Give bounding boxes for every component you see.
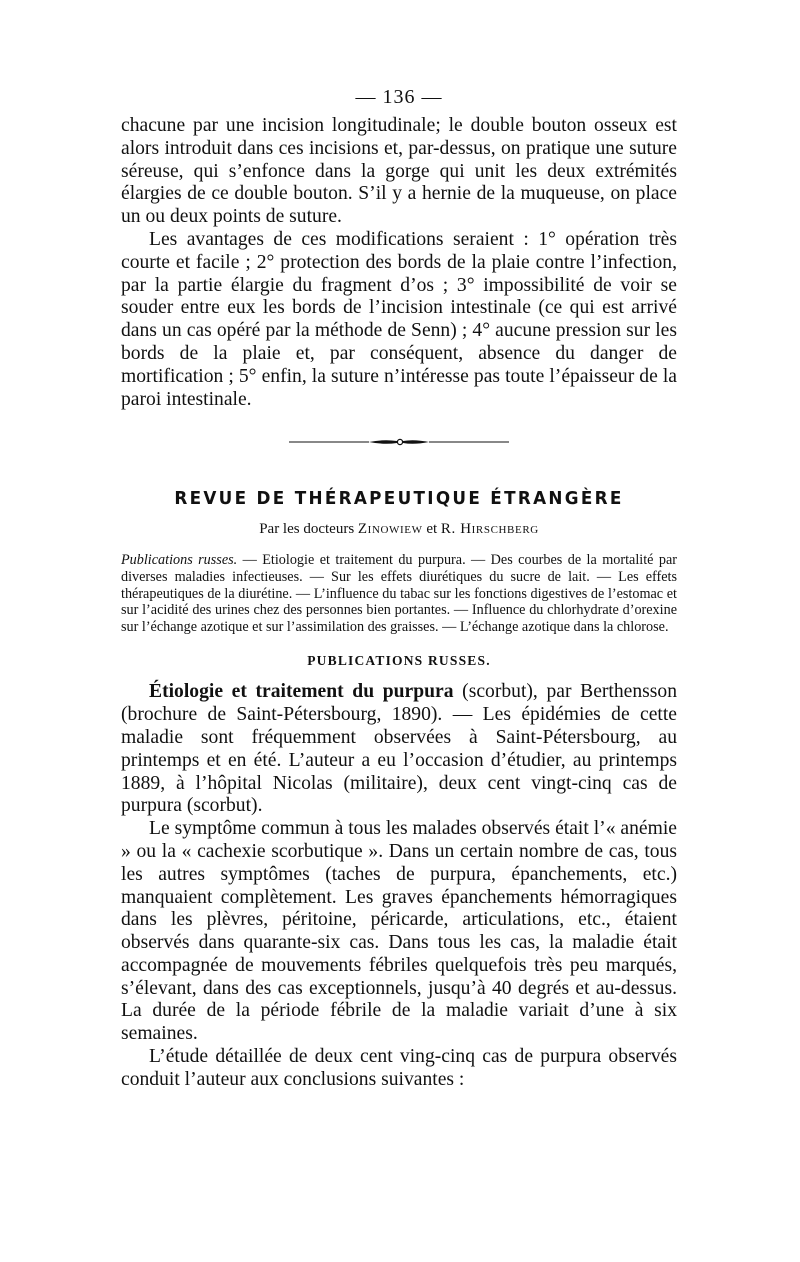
advantages-paragraph: Les avantages de ces modifications seraient : 1° opération très courte et facile ; 2° protection des bords de la plaie contre l’infection, par la partie élargie du fragment d’os ; 3° impossibilité de voir se souder entre eux les bords de l’incision intestinale (ce qui est arrivé dans un cas opéré par la méthode de Senn) ; 4° aucune pression sur les bords de la plaie et, par conséquent, absence du danger de mortification ; 5° enfin, la suture n’intéresse pas toute l’épaisseur de la paroi intestinale. xyxy=(121,228,677,410)
authors-line xyxy=(121,521,677,538)
subsection-heading: PUBLICATIONS RUSSES. xyxy=(307,653,491,669)
article-paragraph-3: L’étude détaillée de deux cent ving-cinq cas de purpura observés conduit l’auteur aux conclusions suivantes : xyxy=(121,1046,677,1090)
page-number: — 136 — xyxy=(355,86,443,108)
article-paragraph-1 xyxy=(121,681,677,818)
summary-text: — Etiologie et traitement du purpura. — Des courbes de la mortalité par diverses maladies infectieuses. — Sur les effets diurétiques du sucre de lait. — Les effets thérapeutiques de la diurétine. — L’influence du tabac sur les fonctions digestives de l’estomac et sur l’acidité des urines chez des personnes bien portantes. — Influence du chlorhydrate d’orexine sur l’échange azotique et sur l’assimilation des graisses. — L’échange azotique dans la chlorose. xyxy=(121,552,677,635)
author-2: R. Hirschberg xyxy=(440,521,539,538)
book-page xyxy=(121,86,677,1092)
article-paragraph-1-text: (scorbut), par Berthensson (brochure de Saint-Pétersbourg, 1890). — Les épidémies de cette maladie sont fréquemment observées à Saint-Pétersbourg, au printemps et en été. L’auteur a eu l’occasion d’étudier, au printemps 1889, à l’hôpital Nicolas (militaire), deux cent vingt-cinq cas de purpura (scorbut). xyxy=(121,681,677,817)
intro-paragraph: chacune par une incision longitudinale; le double bouton osseux est alors introduit dans ces incisions et, par-dessus, on pratique une suture séreuse, qui s’enfonce dans la gorge qui unit les deux extrémités élargies de ce double bouton. S’il y a hernie de la muqueuse, on place un ou deux points de suture. xyxy=(121,115,677,228)
summary-lead: Publications russes. xyxy=(121,552,238,569)
ornament-divider xyxy=(121,437,677,447)
article-title: Étiologie et traitement du purpura xyxy=(149,681,454,703)
author-1: Zinowiew xyxy=(357,521,423,538)
authors-conjunction: et xyxy=(422,521,441,538)
authors-prefix: Par les docteurs xyxy=(259,521,358,538)
article-paragraph-2: Le symptôme commun à tous les malades observés était l’« anémie » ou la « cachexie scorbutique ». Dans un certain nombre de cas, tous les autres symptômes (taches de purpura, épanchements, etc.) manquaient complètement. Les graves épanchements hémorragiques dans les plèvres, péritoine, péricarde, articulations, etc., étaient observés dans quarante-six cas. Dans tous les cas, la maladie était accompagnée de mouvements fébriles quelquefois très peu marqués, s’élevant, dans des cas exceptionnels, jusqu’à 40 degrés et au-dessus. La durée de la période fébrile de la maladie variait d’une à six semaines. xyxy=(121,818,677,1045)
section-title: REVUE DE THÉRAPEUTIQUE ÉTRANGÈRE xyxy=(174,489,624,510)
section-summary xyxy=(121,552,677,635)
ornament-divider-icon xyxy=(289,437,509,447)
